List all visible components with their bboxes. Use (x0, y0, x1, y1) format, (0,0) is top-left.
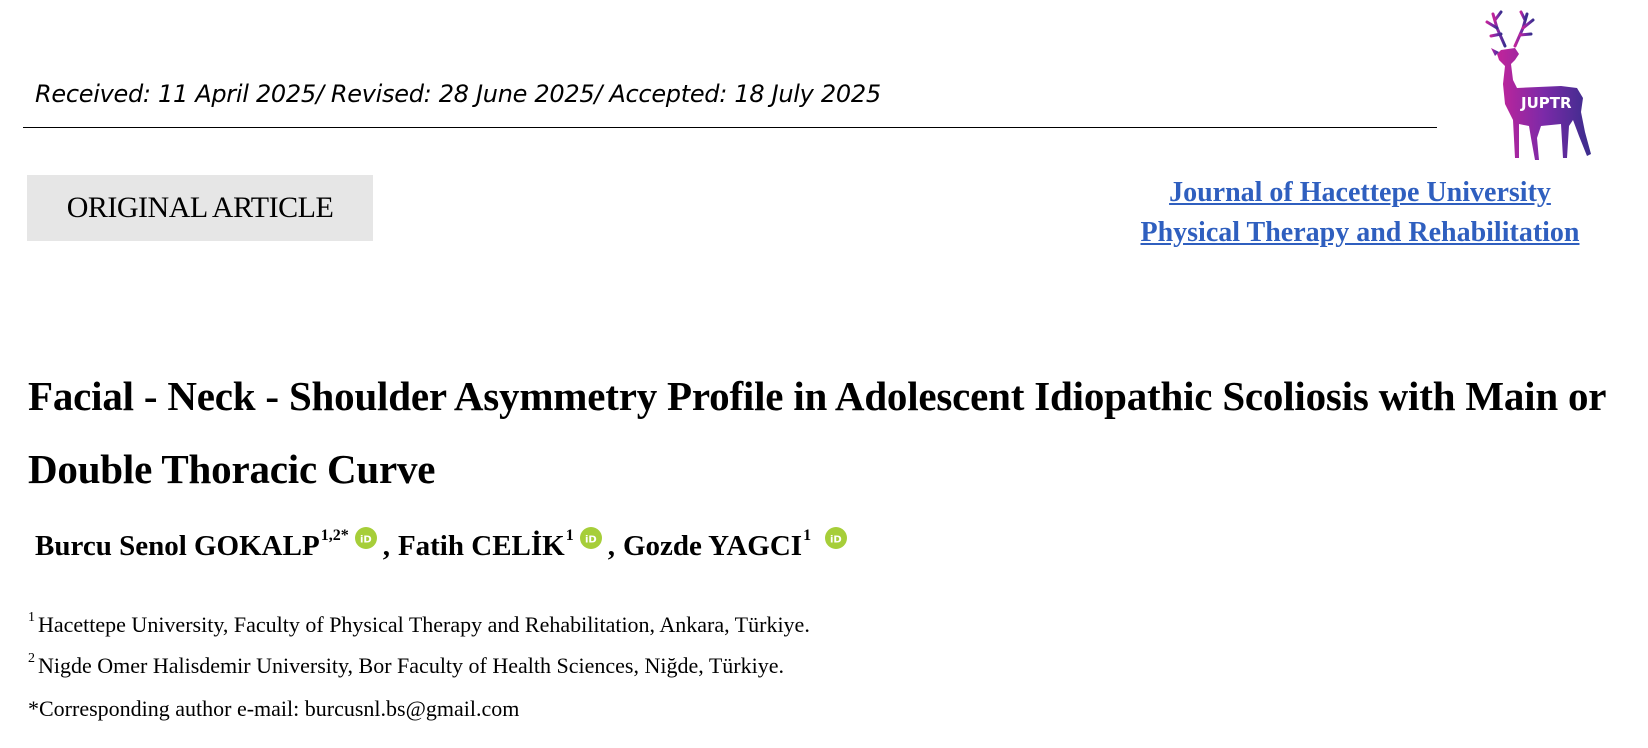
affiliation-sup: 1 (28, 609, 35, 625)
journal-name (1080, 173, 1640, 253)
author-name: Fatih CELİK (397, 530, 565, 562)
author-separator: , (382, 530, 390, 562)
corresponding-author: *Corresponding author e-mail: burcusnl.bs@gmail.com (28, 696, 520, 721)
article-type-badge: ORIGINAL ARTICLE (27, 175, 373, 241)
author-1 (35, 527, 349, 563)
svg-text:iD: iD (830, 534, 842, 546)
orcid-icon[interactable] (355, 527, 377, 549)
author-separator: , (607, 530, 615, 562)
affiliation-sup: 2 (28, 650, 35, 666)
author-affil-sup: 1 (803, 527, 812, 545)
journal-logo (1465, 8, 1615, 176)
deer-logo-icon (1465, 8, 1615, 176)
author-name: Burcu Senol GOKALP (35, 530, 320, 562)
paper-title: Facial - Neck - Shoulder Asymmetry Profile in Adolescent Idiopathic Scoliosis with Main or Double Thoracic Curve (28, 373, 1606, 492)
logo-text: JUPTR (1521, 94, 1572, 112)
journal-link-line2[interactable]: Physical Therapy and Rehabilitation (1140, 217, 1580, 248)
article-dates: Received: 11 April 2025/ Revised: 28 June 2025/ Accepted: 18 July 2025 (35, 80, 881, 108)
affiliation-text: Nigde Omer Halisdemir University, Bor Faculty of Health Sciences, Niğde, Türkiye. (38, 653, 784, 678)
affiliation-1 (28, 609, 810, 638)
orcid-icon[interactable] (825, 527, 847, 549)
journal-link-line1[interactable]: Journal of Hacettepe University (1169, 177, 1551, 208)
author-2 (397, 527, 574, 563)
author-affil-sup: 1 (565, 527, 574, 545)
affiliation-2 (28, 650, 784, 679)
header-divider (23, 127, 1437, 128)
orcid-icon[interactable] (580, 527, 602, 549)
svg-text:iD: iD (584, 534, 597, 546)
svg-text:iD: iD (359, 534, 372, 546)
author-name: Gozde YAGCI (622, 530, 803, 562)
author-list (35, 527, 847, 563)
author-3 (622, 527, 812, 563)
author-affil-sup: 1,2* (320, 527, 349, 545)
affiliation-text: Hacettepe University, Faculty of Physical Therapy and Rehabilitation, Ankara, Türkiye. (38, 612, 810, 637)
